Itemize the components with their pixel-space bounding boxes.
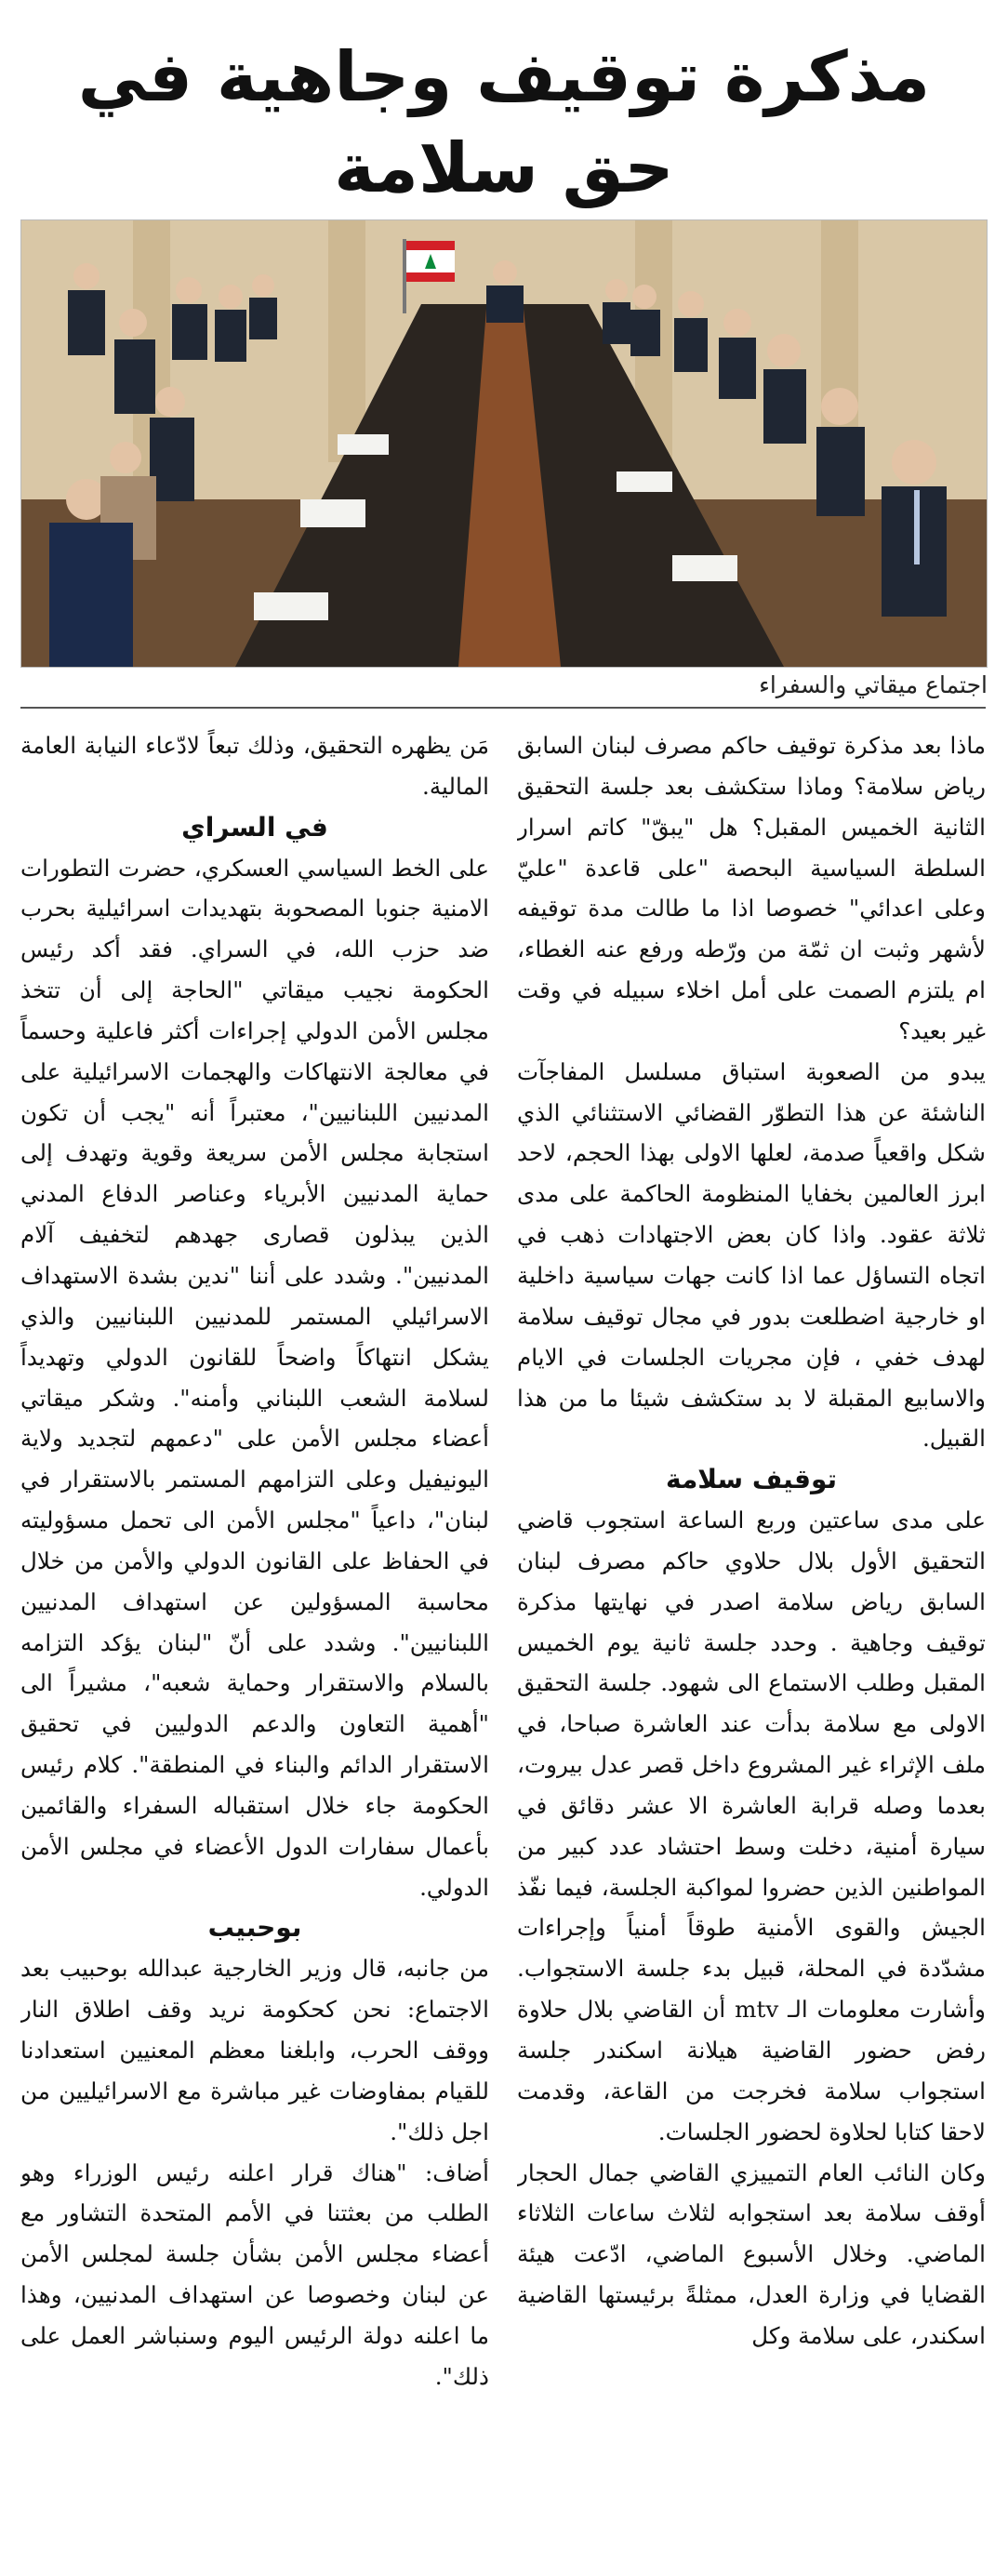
photo-caption: اجتماع ميقاتي والسفراء — [759, 671, 988, 698]
section-heading: بوحبيب — [207, 1912, 302, 1944]
section-heading: توقيف سلامة — [665, 1464, 838, 1495]
article-body — [20, 725, 986, 2562]
article-paragraph: على الخط السياسي العسكري، حضرت التطورات الامنية جنوبا المصحوبة بتهديدات اسرائيلية بحرب ضد حزب الله، في السراي. فقد أكد رئيس الحكومة نجيب ميقاتي "الحاجة إلى أن تتخذ مجلس الأمن الدولي إجراءات أكثر فاعلية وحسماً في معالجة الانتهاكات والهجمات الاسرائيلية على المدنيين اللبنانيين"، معتبراً أنه "يجب أن تكون استجابة مجلس الأمن سريعة وقوية وتهدف إلى حماية المدنيين الأبرياء وعناصر الدفاع المدني الذين يبذلون قصارى جهدهم لتخفيف آلام المدنيين". وشدد على أننا "ندين بشدة الاستهداف الاسرائيلي المستمر للمدنيين اللبنانيين والذي يشكل انتهاكاً واضحاً للقانون الدولي وتهديداً لسلامة الشعب اللبناني وأمنه". وشكر ميقاتي أعضاء مجلس الأمن على "دعمهم لتجديد ولاية اليونيفيل وعلى التزامهم المستمر بالاستقرار في لبنان"، داعياً "مجلس الأمن الى تحمل مسؤوليته في الحفاظ على القانون الدولي والأمن من خلال محاسبة المسؤولين عن استهداف المدنيين اللبنانيين". وشدد على أنّ "لبنان يؤكد التزامه بالسلام والاستقرار وحماية شعبه"، مشيراً الى "أهمية التعاون والدعم الدوليين في تحقيق الاستقرار الدائم والبناء في المنطقة". كلام رئيس الحكومة جاء خلال استقباله السفراء والقائمين بأعمال سفارات الدول الأعضاء في مجلس الأمن الدولي. — [20, 854, 489, 1901]
article-paragraph: أضاف: "هناك قرار اعلنه رئيس الوزراء وهو الطلب من بعثتنا في الأمم المتحدة التشاور مع أعضاء مجلس الأمن بشأن جلسة لمجلس الأمن عن لبنان وخصوصا عن استهداف المدنيين، وهذا ما اعلنه دولة الرئيس اليوم وسنباشر العمل على ذلك". — [20, 2158, 489, 2390]
article-paragraph: على مدى ساعتين وربع الساعة استجوب قاضي التحقيق الأول بلال حلاوي حاكم مصرف لبنان السابق رياض سلامة اصدر في نهايتها مذكرة توقيف وجاهية . وحدد جلسة ثانية يوم الخميس المقبل وطلب الاستماع الى شهود. جلسة التحقيق الاولى مع سلامة بدأت عند العاشرة صباحا، في ملف الإثراء غير المشروع داخل قصر عدل بيروت، بعدما وصله قرابة العاشرة الا عشر دقائق في سيارة أمنية، دخلت وسط احتشاد عدد كبير من المواطنين الذين حضروا لمواكبة الجلسة، فيما نفّذ الجيش والقوى الأمنية طوقاً أمنياً وإجراءات مشدّدة في المحلة، قبيل بدء جلسة الاستجواب. وأشارت معلومات الـ mtv أن القاضي بلال حلاوة رفض حضور القاضية هيلانة اسكندر جلسة استجواب سلامة فخرجت من القاعة، وقدمت لاحقا كتابا لحلاوة لحضور الجلسات. — [517, 1507, 986, 2145]
article-paragraph: وكان النائب العام التمييزي القاضي جمال الحجار أوقف سلامة بعد استجوابه لثلاث ساعات الثلاثاء الماضي. وخلال الأسبوع الماضي، ادّعت هيئة القضايا في وزارة العدل، ممثلةً برئيستها القاضية اسكندر، على سلامة وكل — [517, 2158, 986, 2349]
article-column-left — [20, 725, 489, 2562]
meeting-illustration — [21, 220, 987, 667]
meeting-photo — [20, 219, 988, 668]
caption-divider — [20, 707, 986, 709]
article-paragraph: ماذا بعد مذكرة توقيف حاكم مصرف لبنان السابق رياض سلامة؟ وماذا ستكشف بعد جلسة التحقيق الثانية الخميس المقبل؟ هل "يبقّ" كاتم اسرار السلطة السياسية البحصة "على قاعدة "عليّ وعلى اعدائي" خصوصا اذا ما طالت مدة توقيفه لأشهر وثبت ان ثمّة من ورّطه ورفع عنه الغطاء، ام يلتزم الصمت على أمل اخلاء سبيله في وقت غير بعيد؟ — [517, 732, 986, 1044]
article-column-right — [517, 725, 986, 2562]
article-paragraph: من جانبه، قال وزير الخارجية عبدالله بوحبيب بعد الاجتماع: نحن كحكومة نريد وقف اطلاق النار ووقف الحرب، وابلغنا معظم المعنيين استعدادنا للقيام بمفاوضات غير مباشرة مع الاسرائيليين من اجل ذلك". — [20, 1955, 489, 2145]
headline-line-1: مذكرة توقيف وجاهية في حق سلامة — [77, 37, 931, 208]
article-paragraph: مَن يظهره التحقيق، وذلك تبعاً لادّعاء النيابة العامة المالية. — [20, 732, 489, 800]
section-heading: في السراي — [181, 811, 328, 843]
article-paragraph: يبدو من الصعوبة استباق مسلسل المفاجآت الناشئة عن هذا التطوّر القضائي الاستثنائي الذي شكل واقعياً صدمة، لعلها الاولى بهذا الحجم، لاحد ابرز العالمين بخفايا المنظومة الحاكمة على مدى ثلاثة عقود. واذا كان بعض الاجتهادات ذهب في اتجاه التساؤل عما اذا كانت جهات سياسية داخلية او خارجية اضطلعت بدور في مجال توقيف سلامة لهدف خفي ، فإن مجريات الجلسات في الايام والاسابيع المقبلة لا بد ستكشف شيئا ما من هذا القبيل. — [517, 1057, 986, 1453]
